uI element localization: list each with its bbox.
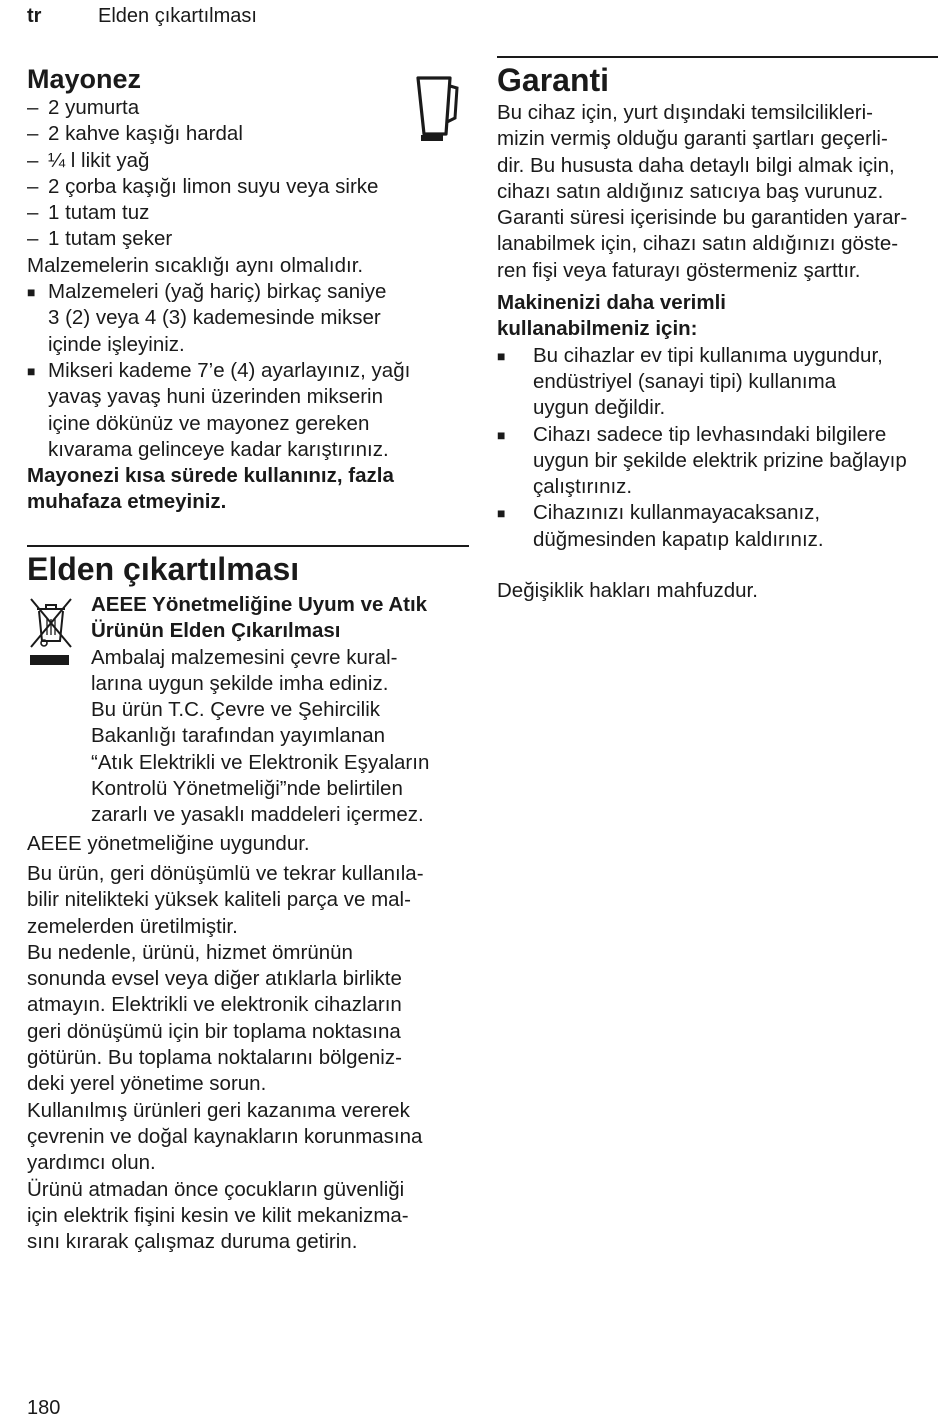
warranty-section — [497, 62, 938, 604]
weee-subheading: AEEE Yönetmeliğine Uyum ve Atık — [91, 593, 428, 616]
rights-reserved-note: Değişiklik hakları mahfuzdur. — [497, 579, 758, 603]
crossed-out-bin-icon — [27, 597, 75, 669]
warranty-text-line: Bu cihaz için, yurt dışındaki temsilcilikleri- — [497, 101, 873, 124]
recycling-text-line: Ürünü atmadan önce çocukların güvenliği — [27, 1177, 405, 1201]
tip-item: ■ Cihazı sadece tip levhasındaki bilgilere uygun bir şekilde elektrik prizine bağlayıp çalıştırınız. — [497, 422, 907, 499]
tips-heading: kullanabilmeniz için: — [497, 317, 698, 341]
mayonez-section — [27, 64, 469, 516]
recycling-text-line: yardımcı olun. — [27, 1151, 156, 1175]
step-item: ■ Mikseri kademe 7’e (4) ayarlayınız, yağı yavaş yavaş huni üzerinden mikserin içine dökünüz ve mayonez gereken kıvarama gelinceye kadar karıştırınız. — [27, 358, 411, 461]
recycling-text-line: zemelerden üretilmiştir. — [27, 914, 238, 938]
warranty-heading: Garanti — [497, 62, 610, 98]
disposal-text-line: zararlı ve yasaklı maddeleri içermez. — [91, 803, 424, 827]
ingredient-item: – 2 yumurta — [27, 96, 140, 119]
tip-item: ■ Bu cihazlar ev tipi kullanıma uygundur, endüstriyel (sanayi tipi) kullanıma uygun değildir. — [497, 343, 883, 420]
tip-item: ■ Cihazınızı kullanmayacaksanız, düğmesinden kapatıp kaldırınız. — [497, 501, 824, 551]
warranty-text-line: Garanti süresi içerisinde bu garantiden yarar- — [497, 206, 908, 230]
recycling-text-line: deki yerel yönetime sorun. — [27, 1072, 267, 1096]
temperature-note: Malzemelerin sıcaklığı aynı olmalıdır. — [27, 253, 364, 277]
warranty-text-line: mizin vermiş olduğu garanti şartları geçerli- — [497, 127, 888, 151]
recycling-text-line: çevrenin ve doğal kaynakların korunmasına — [27, 1124, 423, 1148]
section-divider — [27, 545, 469, 547]
step-item: ■ Malzemeleri (yağ hariç) birkaç saniye 3 (2) veya 4 (3) kademesinde mikser içinde işleyiniz. — [27, 280, 387, 356]
recycling-text-line: bilir nitelikteki yüksek kaliteli parça ve mal- — [27, 888, 411, 912]
recycling-text-line: geri dönüşümü için bir toplama noktasına — [27, 1019, 401, 1043]
mayonez-heading: Mayonez — [27, 64, 142, 94]
ingredient-item: – 2 kahve kaşığı hardal — [27, 122, 243, 146]
ingredient-item: – ¼ l likit yağ — [27, 148, 150, 172]
recycling-text-line: sonunda evsel veya diğer atıklarla birlikte — [27, 967, 402, 991]
blender-jug-icon — [412, 72, 462, 144]
disposal-heading: Elden çıkartılması — [27, 551, 300, 587]
tips-heading: Makinenizi daha verimli — [497, 291, 726, 315]
disposal-text-line: Kontrolü Yönetmeliği”nde belirtilen — [91, 777, 403, 801]
running-header-title: Elden çıkartılması — [98, 5, 257, 27]
recycling-text-line: atmayın. Elektrikli ve elektronik cihazların — [27, 993, 402, 1017]
weee-compliance: AEEE yönetmeliğine uygundur. — [27, 831, 310, 855]
recycling-text-line: sını kırarak çalışmaz duruma getirin. — [27, 1230, 358, 1254]
ingredient-item: – 1 tutam şeker — [27, 227, 173, 251]
ingredient-item: – 1 tutam tuz — [27, 201, 150, 225]
warranty-text-line: ren fişi veya faturayı göstermeniz şarttır. — [497, 258, 861, 282]
warranty-text-line: cihazı satın aldığınız satıcıya baş vurunuz. — [497, 179, 884, 203]
usage-warning: Mayonezi kısa sürede kullanınız, fazla — [27, 464, 394, 488]
recycling-text-line: için elektrik fişini kesin ve kilit mekanizma- — [27, 1203, 409, 1227]
language-code: tr — [27, 5, 42, 27]
recycling-text-line: Bu nedenle, ürünü, hizmet ömrünün — [27, 940, 353, 964]
disposal-text-line: “Atık Elektrikli ve Elektronik Eşyaların — [91, 750, 430, 774]
disposal-text-line: Bu ürün T.C. Çevre ve Şehircilik — [91, 698, 381, 722]
usage-warning: muhafaza etmeyiniz. — [27, 490, 227, 514]
ingredient-item: – 2 çorba kaşığı limon suyu veya sirke — [27, 174, 379, 198]
weee-subheading: Ürünün Elden Çıkarılması — [91, 619, 341, 643]
recycling-text-line: Kullanılmış ürünleri geri kazanıma vererek — [27, 1098, 410, 1122]
page-number: 180 — [27, 1397, 61, 1419]
warranty-text-line: lanabilmek için, cihazı satın aldığınızı göste- — [497, 232, 899, 256]
disposal-text-line: Bakanlığı tarafından yayımlanan — [91, 724, 386, 748]
disposal-text-line: larına uygun şekilde imha ediniz. — [91, 671, 389, 695]
section-divider — [497, 56, 938, 58]
recycling-text-line: götürün. Bu toplama noktalarını bölgeniz- — [27, 1046, 402, 1070]
disposal-text-line: Ambalaj malzemesini çevre kural- — [91, 645, 398, 669]
disposal-section — [27, 551, 469, 1255]
warranty-text-line: dir. Bu hususta daha detaylı bilgi almak için, — [497, 153, 895, 177]
recycling-text-line: Bu ürün, geri dönüşümlü ve tekrar kullanıla- — [27, 861, 424, 885]
